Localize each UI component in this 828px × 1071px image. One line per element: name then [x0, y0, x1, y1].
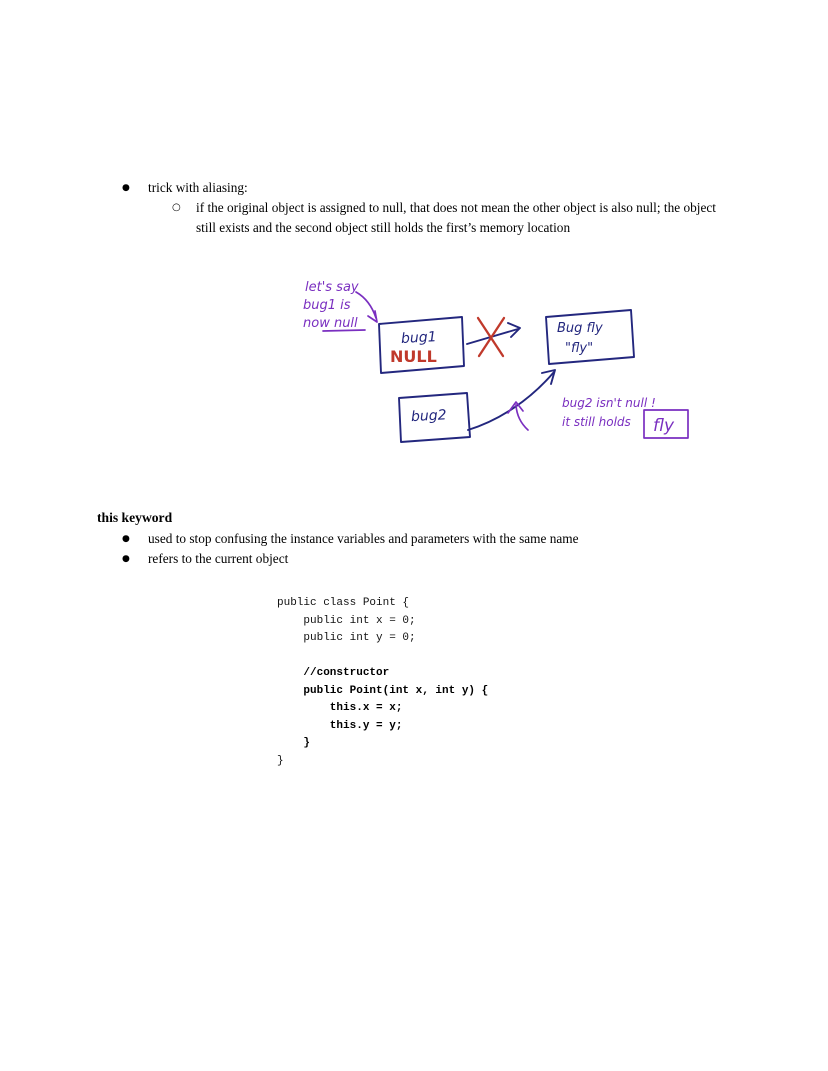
code-line: public class Point {: [277, 597, 410, 609]
box-bug2-label: bug2: [410, 407, 448, 426]
annotation-underline: [323, 330, 365, 331]
box-bug1-label: bug1: [400, 329, 438, 347]
aliasing-section: [97, 178, 737, 238]
this-keyword-section: [97, 529, 737, 569]
code-block-point-class: [277, 595, 488, 770]
code-line: this.y = y;: [277, 719, 403, 732]
bullet-text: trick with aliasing:: [148, 180, 248, 195]
code-line: public int y = 0;: [277, 632, 416, 644]
code-line: this.x = x;: [277, 702, 403, 714]
annotation-line1: let's say: [305, 280, 359, 295]
annotation-arrow: [356, 292, 377, 322]
note-line2: it still holds: [562, 415, 631, 429]
sub-bullet-item-aliasing: [97, 198, 737, 238]
code-line: public int x = 0;: [277, 614, 416, 627]
box-bug-fly: [546, 310, 634, 364]
box-bug-fly-line2: "fly": [565, 341, 594, 356]
bullet-text: used to stop confusing the instance variables and parameters with the same name: [148, 531, 579, 546]
code-line: }: [277, 754, 284, 767]
bullet-item-this-2: [97, 549, 737, 569]
box-bug1-value: NULL: [390, 347, 437, 366]
code-line: [277, 648, 488, 666]
fly-value-label: fly: [653, 416, 675, 436]
bullet-text: refers to the current object: [148, 551, 289, 566]
bullet-circle-icon: ○: [172, 202, 181, 213]
box-bug-fly-line1: Bug fly: [557, 321, 603, 336]
section-heading-this-keyword: this keyword: [97, 510, 173, 525]
bullet-disc-icon: ●: [122, 554, 130, 564]
note-line1: bug2 isn't null !: [562, 396, 656, 410]
annotation-line3: now null: [303, 316, 358, 331]
annotation-line2: bug1 is: [303, 298, 351, 313]
box-bug1: [379, 317, 464, 373]
bullet-disc-icon: ●: [122, 183, 130, 193]
bullet-item-aliasing: [97, 178, 737, 198]
sub-bullet-text: if the original object is assigned to null, that does not mean the other object is also null; the object still exists and the second object still holds the first’s memory location: [196, 200, 716, 235]
code-line: }: [277, 737, 311, 749]
bullet-item-this-1: [97, 529, 737, 549]
aliasing-hand-drawn-diagram: [295, 272, 695, 454]
box-bug2: [399, 393, 470, 442]
crossed-arrow: [467, 318, 520, 356]
bug2-to-fly-arrow: [468, 370, 555, 430]
bullet-disc-icon: ●: [122, 534, 130, 544]
fly-value-box: [644, 410, 688, 438]
code-line: public Point(int x, int y) {: [277, 684, 489, 697]
code-line: //constructor: [277, 667, 390, 679]
